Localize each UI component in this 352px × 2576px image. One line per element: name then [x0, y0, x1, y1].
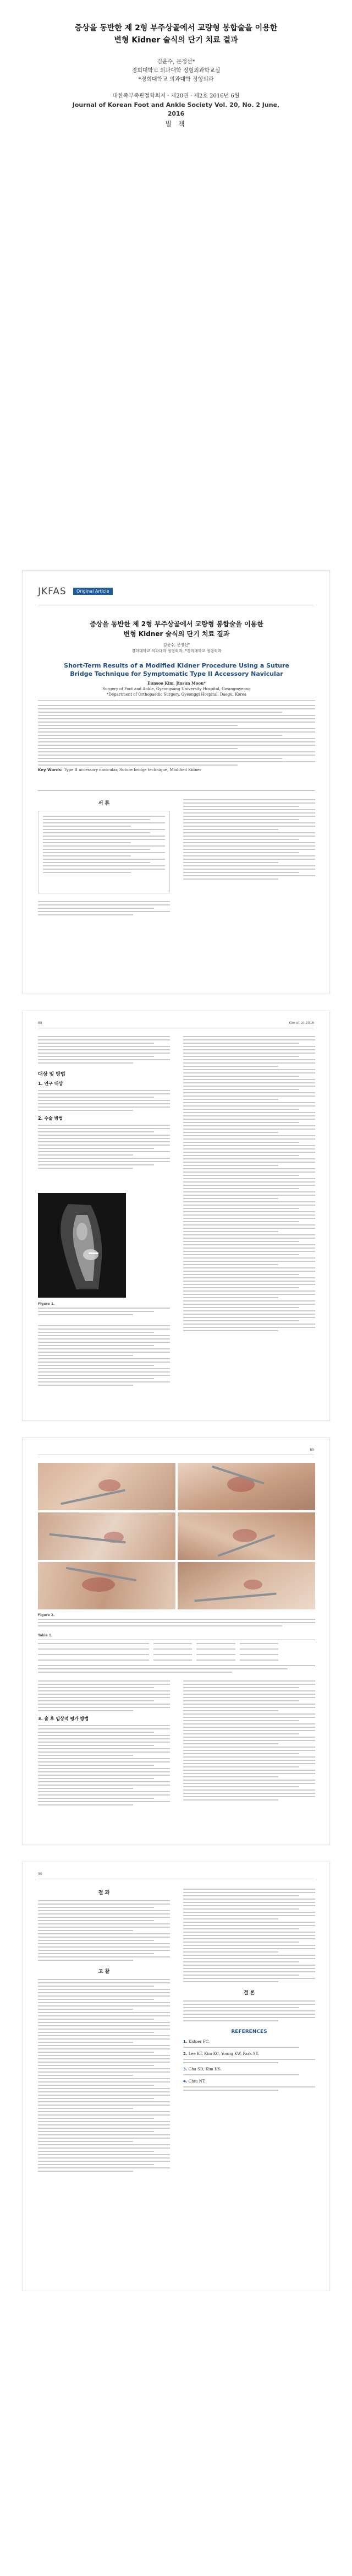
cover-journal-en: Journal of Korean Foot and Ankle Society Vol. 20, No. 2 June, 2016: [72, 101, 280, 117]
cover-info: [66, 58, 286, 128]
page-number: 90: [38, 1872, 42, 1876]
page1-left-column: [38, 799, 170, 918]
page-4: [22, 1862, 330, 2291]
surgery-photo-c: [38, 1512, 175, 1560]
title-english-line2: Bridge Technique for Symptomatic Type II Accessory Navicular: [70, 670, 283, 677]
journal-logo: JKFAS: [38, 586, 67, 597]
reference-authors: Chiu NT.: [188, 2079, 206, 2084]
reference-authors: Lee KT, Kim KC, Young KW, Park SY.: [188, 2052, 259, 2056]
conclusion-heading: 결 론: [243, 1991, 255, 1996]
cover-page: [0, 0, 352, 474]
cover-authors: 김윤수, 문정선*: [157, 59, 195, 65]
reference-authors: Kidner FC.: [188, 2040, 210, 2044]
surgery-photo-f: [178, 1562, 315, 1609]
keywords-label: Key Words:: [38, 768, 63, 772]
page-number: 88: [38, 1021, 42, 1025]
page4-left-column: [38, 1889, 170, 2174]
authors-korean-names: 김윤수, 문정선*: [163, 643, 190, 647]
subsection-1: 1. 연구 대상: [38, 1081, 63, 1086]
intro-heading: 서 론: [98, 801, 110, 806]
figure-1-caption: [38, 1302, 170, 1317]
reference-number: 4.: [183, 2079, 188, 2084]
page2-left-column: [38, 1036, 170, 1171]
figure-1-label: Figure 1.: [38, 1302, 55, 1306]
cover-affiliation-2: *경희대학교 의과대학 정형외과: [138, 77, 214, 83]
page-number: 89: [310, 1448, 314, 1452]
title-korean-line2: 변형 Kidner 술식의 단기 치료 결과: [123, 630, 230, 638]
authors-korean-affiliation: 경희대학교 의과대학 정형외과, *경희대학교 정형외과: [131, 649, 222, 653]
authors-english-affiliation-1: Surgery of Foot and Ankle, Gyeongsang University Hospital, Gwangmyeong: [102, 687, 251, 691]
article-badge: Original Article: [73, 588, 113, 595]
keywords-text: Type II accessory navicular, Suture bridge technique, Modified Kidner: [64, 768, 202, 772]
surgery-photo-e: [38, 1562, 175, 1609]
foot-xray-icon: [38, 1193, 126, 1298]
cover-title: [33, 22, 319, 46]
reference-number: 3.: [183, 2067, 188, 2071]
surgery-photo-d: [178, 1512, 315, 1560]
authors-english-affiliation-2: *Department of Orthopaedic Surgery, Gyeonggi Hospital, Daegu, Korea: [106, 692, 247, 697]
reference-list: [183, 2039, 315, 2091]
surgery-photo-a: [38, 1463, 175, 1510]
cover-publisher: 별 책: [165, 120, 187, 128]
authors-korean: [56, 642, 298, 654]
page2-right-column: [183, 1036, 315, 1333]
results-heading: 결 과: [98, 1890, 110, 1896]
running-header: Kim et al. 2016: [289, 1021, 314, 1025]
discussion-heading: 고 찰: [98, 1969, 110, 1975]
keywords: [38, 768, 315, 772]
figure-2-label: Figure 2.: [38, 1613, 55, 1617]
authors-english-names: Eunsoo Kim, Jinsun Moon*: [147, 681, 206, 686]
article-info-box: [38, 811, 170, 893]
reference-item: [183, 2067, 315, 2075]
page1-right-column: [183, 799, 315, 882]
page3-left-column: [38, 1680, 170, 1808]
reference-number: 2.: [183, 2052, 188, 2056]
cover-title-line1: 증상을 동반한 제 2형 부주상골에서 교량형 봉합술을 이용한: [74, 24, 278, 32]
reference-item: [183, 2051, 315, 2063]
page4-right-column: [183, 1889, 315, 2094]
table-1: [38, 1634, 315, 1675]
page3-right-column: [183, 1680, 315, 1803]
title-english-line1: Short-Term Results of a Modified Kidner Procedure Using a Suture: [64, 662, 289, 669]
reference-number: 1.: [183, 2040, 188, 2044]
subsection-2: 2. 수술 방법: [38, 1116, 63, 1121]
subsection-3: 3. 술 후 임상적 평가 방법: [38, 1716, 89, 1721]
reference-authors: Cha SD, Kim HS.: [188, 2067, 222, 2071]
title-korean: [56, 619, 298, 639]
cover-affiliation-1: 경희대학교 의과대학 정형외과학교실: [131, 68, 221, 74]
blank-margin: [0, 2291, 352, 2576]
methods-heading: 대상 및 방법: [38, 1072, 65, 1077]
page-2: [22, 1011, 330, 1421]
references-heading: REFERENCES: [231, 2029, 267, 2035]
surgery-photo-b: [178, 1463, 315, 1510]
figure-2-caption: [38, 1613, 315, 1629]
title-english: [45, 661, 309, 678]
reference-item: [183, 2039, 315, 2048]
table-1-caption: Table 1.: [38, 1634, 53, 1637]
reference-item: [183, 2079, 315, 2091]
cover-journal-kr: 대한족부족관절학회지 · 제20권 · 제2호 2016년 6월: [112, 93, 240, 99]
abstract-block: [38, 700, 315, 791]
title-korean-line1: 증상을 동반한 제 2형 부주상골에서 교량형 봉합술을 이용한: [90, 620, 263, 628]
figure-1-radiograph: [38, 1193, 126, 1298]
page-1: [22, 570, 330, 994]
authors-english: [45, 681, 309, 697]
cover-title-line2: 변형 Kidner 술식의 단기 치료 결과: [114, 36, 238, 45]
page-3: [22, 1438, 330, 1845]
